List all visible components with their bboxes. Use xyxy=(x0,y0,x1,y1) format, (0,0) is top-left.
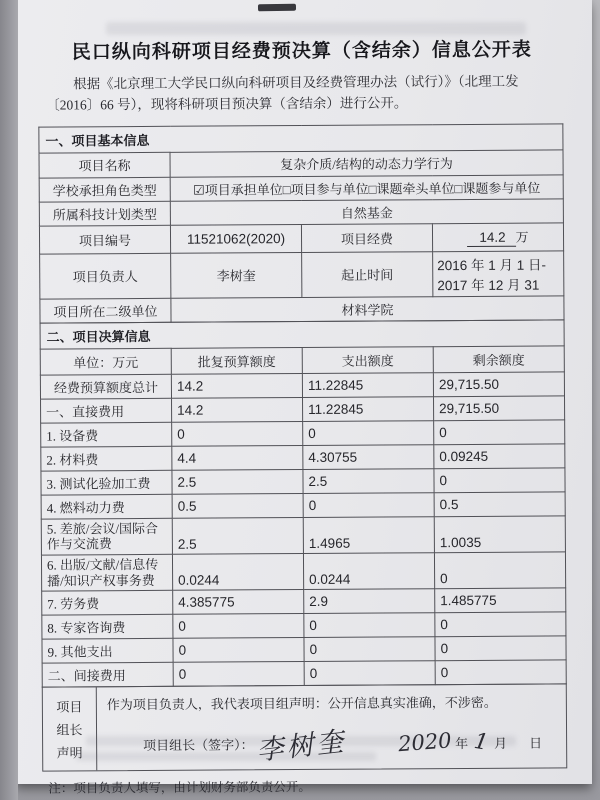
project-name-label: 项目名称 xyxy=(39,152,170,178)
budget-row: 2. 材料费 4.4 4.30755 0.09245 xyxy=(41,444,565,471)
plan-type-value: 自然基金 xyxy=(170,199,563,225)
budget-table xyxy=(40,319,567,688)
form-title: 民口纵向科研项目经费预决算（含结余）信息公开表 xyxy=(71,39,532,64)
budget-row: 6. 出版/文献/信息传播/知识产权事务费 0.0244 0.0244 0 xyxy=(41,552,565,591)
month-suffix: 月 xyxy=(494,735,508,751)
day-suffix: 日 xyxy=(529,735,543,751)
unit-label: 项目所在二级单位 xyxy=(40,298,171,323)
col-spent: 支出额度 xyxy=(302,347,433,374)
role-type-checkboxes: ☑项目承担单位□项目参与单位□课题牵头单位□课题参与单位 xyxy=(170,175,563,201)
intro-paragraph: 根据《北京理工大学民口纵向科研项目及经费管理办法（试行）》（北理工发〔2016〕66 号），现将科研项目预决算（含结余）进行公开。 xyxy=(46,73,519,113)
sign-label: 项目组长（签字）： xyxy=(143,737,254,753)
budget-row: 7. 劳务费 4.385775 2.9 1.485775 xyxy=(42,588,566,615)
plan-type-label: 所属科技计划类型 xyxy=(39,201,170,226)
budget-row: 9. 其他支出 0 0 0 xyxy=(42,636,566,663)
declaration-row-label: 项目 组长 声明 xyxy=(43,687,98,770)
budget-row: 5. 差旅/会议/国际合作与交流费 2.5 1.4965 1.0035 xyxy=(41,516,565,555)
col-remaining: 剩余额度 xyxy=(433,346,564,373)
project-no-label: 项目编号 xyxy=(39,225,170,254)
form-content xyxy=(14,0,595,796)
handwritten-signature: 李树奎 xyxy=(254,725,348,767)
funding-label: 项目经费 xyxy=(301,224,432,253)
duration-value: 2016 年 1 月 1 日- 2017 年 12 月 31 xyxy=(433,251,564,297)
budget-row: 4. 燃料动力费 0.5 0 0.5 xyxy=(41,492,565,519)
col-approved: 批复预算额度 xyxy=(171,347,302,374)
paper-sheet xyxy=(16,0,592,796)
role-type-label: 学校承担角色类型 xyxy=(39,177,170,202)
signature-line xyxy=(107,722,556,767)
handwritten-year: 2020 xyxy=(396,728,452,757)
handwritten-month: 1 xyxy=(472,728,491,756)
project-no-value: 11521062(2020) xyxy=(170,224,301,253)
pi-name: 李树奎 xyxy=(171,252,302,298)
declaration-content xyxy=(97,685,566,770)
budget-row: 1. 设备费 0 0 0 xyxy=(41,420,565,447)
declaration-statement: 作为项目负责人，我代表项目组声明：公开信息真实准确，不涉密。 xyxy=(106,695,497,713)
funding-value: 14.2 万 xyxy=(432,223,563,252)
basic-info-table xyxy=(38,123,564,323)
duration-label: 起止时间 xyxy=(302,252,433,298)
section2-title: 二、项目决算信息 xyxy=(40,320,564,349)
project-name-value: 复杂介质/结构的动态力学行为 xyxy=(170,150,563,177)
pi-label: 项目负责人 xyxy=(40,253,171,299)
budget-row: 经费预算额度总计 14.2 11.22845 29,715.50 xyxy=(40,372,564,399)
budget-row: 3. 测试化验加工费 2.5 2.5 0 xyxy=(41,468,565,495)
binder-clip xyxy=(258,4,296,12)
footnote: 注：项目负责人填写，由计划财务部负责公开。 xyxy=(48,779,311,796)
budget-row: 二、间接费用 0 0 0 xyxy=(42,660,566,687)
budget-row: 8. 专家咨询费 0 0 0 xyxy=(42,612,566,639)
budget-row: 一、直接费用 14.2 11.22845 29,715.50 xyxy=(41,396,565,423)
unit-header: 单位：万元 xyxy=(40,348,171,375)
unit-value: 材料学院 xyxy=(171,296,564,322)
scan-left-shadow xyxy=(0,0,18,800)
declaration-row xyxy=(42,684,568,772)
section1-title: 一、项目基本信息 xyxy=(39,124,563,153)
year-suffix: 年 xyxy=(455,735,469,751)
